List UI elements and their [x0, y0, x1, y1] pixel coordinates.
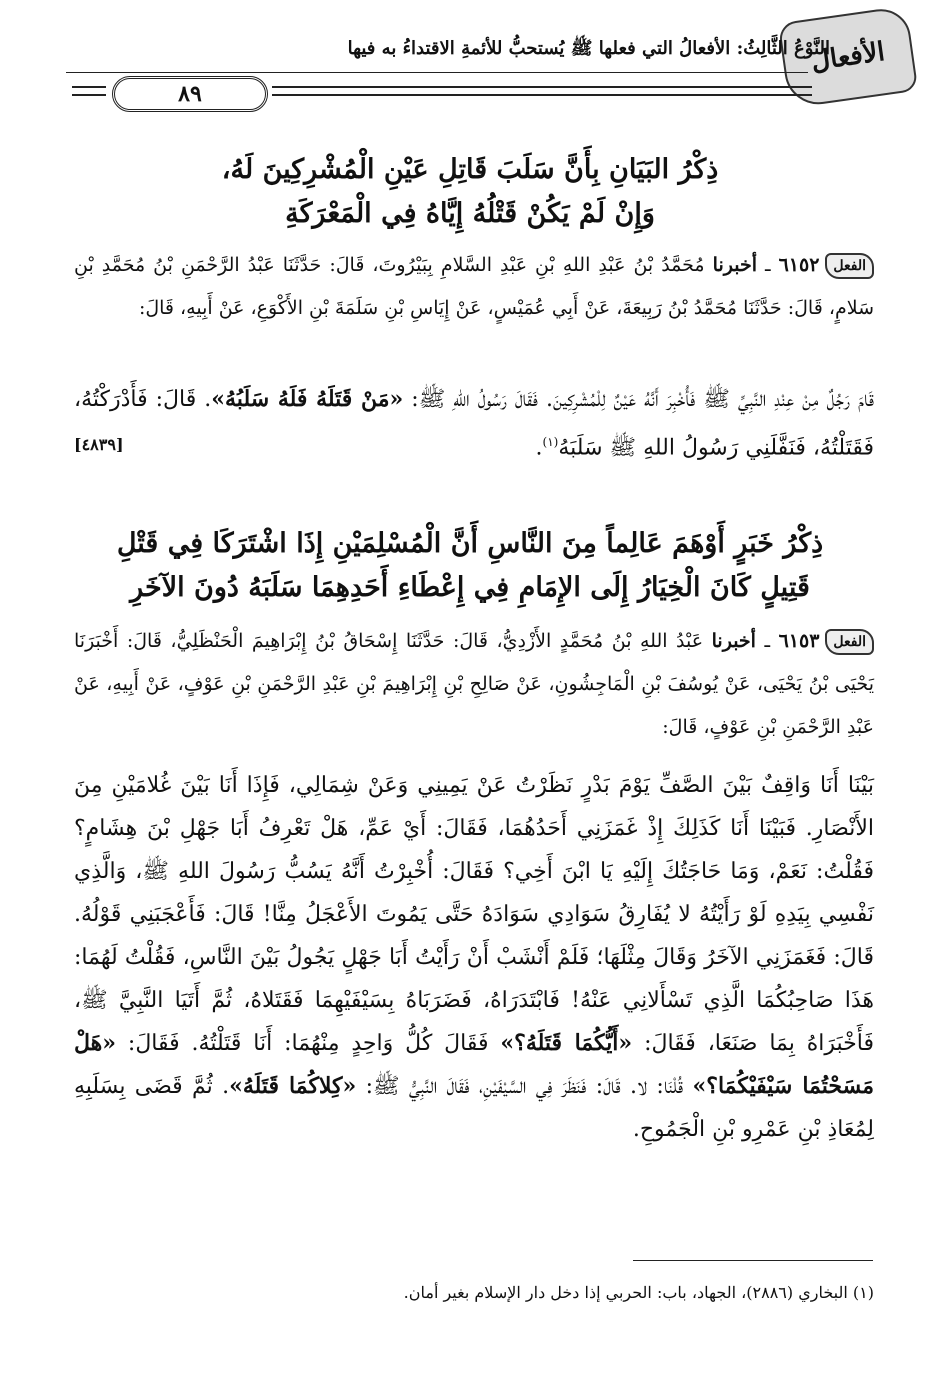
hadith-6152-label: أخبرنا: [712, 254, 757, 276]
hadith-6153-quote-3: «كِلاكُمَا قَتَلَهُ»: [229, 1073, 357, 1099]
hadith-6153-matn: [74, 764, 874, 1151]
hadith-6153-text-4: . ثُمَّ قَضَى بِسَلَبِهِ لِمُعَاذِ بْنِ عَمْرِو بْنِ الْجَمُوحِ.: [74, 1074, 874, 1142]
hadith-6152-number: ٦١٥٢: [778, 254, 820, 276]
hadith-6153-text-3: قُلْنَا: لا. قَالَ: فَنَظَرَ فِي السَّيْفَيْنِ، فَقَالَ النَّبِيُّ ﷺ:: [365, 1074, 684, 1099]
section-heading-2: [60, 522, 880, 610]
footnote-1-text: البخاري (٢٨٨٦)، الجهاد، باب: الحربي إذا دخل دار الإسلام بغير أمان.: [403, 1283, 848, 1302]
hadith-6153-label: أخبرنا: [711, 630, 756, 652]
chapter-badge-label: الأفعال: [809, 37, 887, 77]
section-heading-1: [60, 148, 880, 236]
page-number-bar: [72, 76, 812, 112]
hadith-6153-text-2: فَقَالَ كُلُّ وَاحِدٍ مِنْهُمَا: أَنَا قَتَلْتُهُ. فَقَالَ:: [127, 1031, 489, 1056]
hadith-6152-isnad: الفعل٦١٥٢ ـ أخبرنا مُحَمَّدُ بْنُ عَبْدِ اللهِ بْنِ عَبْدِ السَّلامِ بِبَيْرُوتَ، قَالَ: حَدَّثَنَا عَبْدُ الرَّحْمَنِ بْنُ مُحَمَّدِ بْنِ سَلامٍ، قَالَ: حَدَّثَنَا مُحَمَّدُ بْنُ رَبِيعَةَ، عَنْ أَبِي عُمَيْسٍ، عَنْ إِيَاسِ بْنِ سَلَمَةَ بْنِ الأَكْوَعِ، عَنْ أَبِيهِ، قَالَ:: [74, 254, 874, 319]
hadith-6152-reference: [٤٨٣٩]: [74, 435, 124, 454]
hadith-6153-quote-2: «هَلْ مَسَحْتُمَا سَيْفَيْكُمَا؟»: [74, 1030, 875, 1099]
header-rule: [66, 72, 808, 73]
hadith-6153-isnad: الفعل٦١٥٣ ـ أخبرنا عَبْدُ اللهِ بْنُ مُحَمَّدٍ الأَزْدِيُّ، قَالَ: حَدَّثَنَا إِسْحَاقُ بْنُ إِبْرَاهِيمَ الْحَنْظَلِيُّ، قَالَ: أَخْبَرَنَا يَحْيَى بْنُ يَحْيَى، عَنْ يُوسُفَ بْنِ الْمَاجِشُونِ، عَنْ صَالِحِ بْنِ إِبْرَاهِيمَ بْنِ عَبْدِ الرَّحْمَنِ بْنِ عَوْفٍ، عَنْ أَبِيهِ، عَنْ عَبْدِ الرَّحْمَنِ بْنِ عَوْفٍ، قَالَ:: [74, 630, 874, 738]
hadith-6152-chain: مُحَمَّدُ بْنُ عَبْدِ اللهِ بْنِ عَبْدِ السَّلامِ بِبَيْرُوتَ، قَالَ: حَدَّثَنَا عَبْدُ الرَّحْمَنِ بْنُ مُحَمَّدِ بْنِ سَلامٍ، قَالَ: حَدَّثَنَا مُحَمَّدُ بْنُ رَبِيعَةَ، عَنْ أَبِي عُمَيْسٍ، عَنْ إِيَاسِ بْنِ سَلَمَةَ بْنِ الأَكْوَعِ، عَنْ أَبِيهِ، قَالَ:: [74, 254, 874, 319]
hadith-6153-quote-1: «أَيُّكُمَا قَتَلَهُ؟»: [500, 1030, 633, 1056]
hadith-6152-icon: الفعل: [825, 253, 874, 279]
hadith-6152-matn: قَامَ رَجُلٌ مِنْ عِنْدِ النَّبِيِّ ﷺ فَأُخْبِرَ أَنَّهُ عَيْنٌ لِلْمُشْرِكِينَ. فَقَالَ رَسُولُ اللهِ ﷺ: «مَنْ قَتَلَهُ فَلَهُ سَلَبُهُ». قَالَ: فَأَدْرَكْتُهُ، فَقَتَلْتُهُ، فَنَفَّلَنِي رَسُولُ اللهِ ﷺ سَلَبَهُ$^{(١)}$. [٤٨٣٩]: [74, 378, 874, 469]
hadith-6153-text-1: بَيْنَا أَنَا وَاقِفٌ بَيْنَ الصَّفِّ يَوْمَ بَدْرٍ نَظَرْتُ عَنْ يَمِينِي وَعَنْ شِمَالِي، فَإِذَا أَنَا بَيْنَ غُلامَيْنِ مِنَ الأَنْصَارِ. فَبَيْنَا أَنَا كَذَلِكَ إِذْ غَمَزَنِي أَحَدُهُمَا، فَقَالَ: أَيْ عَمِّ، هَلْ تَعْرِفُ أَبَا جَهْلِ بْنَ هِشَامٍ؟ فَقُلْتُ: نَعَمْ، وَمَا حَاجَتُكَ إِلَيْهِ يَا ابْنَ أَخِي؟ فَقَالَ: أُخْبِرْتُ أَنَّهُ يَسُبُّ رَسُولَ اللهِ ﷺ، وَالَّذِي نَفْسِي بِيَدِهِ لَوْ رَأَيْتُهُ لا يُفَارِقُ سَوَادِي سَوَادَهُ حَتَّى يَمُوتَ الأَعْجَلُ مِنَّا! قَالَ: فَأَعْجَبَنِي قَوْلُهُ. قَالَ: فَغَمَزَنِي الآخَرُ وَقَالَ مِثْلَهَا؛ فَلَمْ أَنْشَبْ أَنْ رَأَيْتُ أَبَا جَهْلٍ يَجُولُ بَيْنَ النَّاسِ، فَقُلْتُ لَهُمَا: هَذَا صَاحِبُكُمَا الَّذِي تَسْأَلانِي عَنْهُ! فَابْتَدَرَاهُ، فَضَرَبَاهُ بِسَيْفَيْهِمَا فَقَتَلاهُ، ثُمَّ أَتَيَا النَّبِيَّ ﷺ، فَأَخْبَرَاهُ بِمَا صَنَعَا، فَقَالَ:: [74, 773, 874, 1056]
hadith-6153-number: ٦١٥٣: [778, 630, 820, 652]
section-heading-1-line-1: ذِكْرُ البَيَانِ بِأَنَّ سَلَبَ قَاتِلِ عَيْنِ الْمُشْرِكِينَ لَهُ،: [221, 154, 719, 185]
hadith-6153-icon: الفعل: [825, 629, 874, 655]
page-number: ٨٩: [112, 76, 268, 112]
page-number-rule-left-2: [72, 94, 106, 96]
hadith-6152-text-1: قَامَ رَجُلٌ مِنْ عِنْدِ النَّبِيِّ ﷺ فَأُخْبِرَ أَنَّهُ عَيْنٌ لِلْمُشْرِكِينَ. فَقَالَ رَسُولُ اللهِ ﷺ:: [411, 387, 874, 412]
hadith-6153-chain: عَبْدُ اللهِ بْنُ مُحَمَّدٍ الأَزْدِيُّ، قَالَ: حَدَّثَنَا إِسْحَاقُ بْنُ إِبْرَاهِيمَ الْحَنْظَلِيُّ، قَالَ: أَخْبَرَنَا يَحْيَى بْنُ يَحْيَى، عَنْ يُوسُفَ بْنِ الْمَاجِشُونِ، عَنْ صَالِحِ بْنِ إِبْرَاهِيمَ بْنِ عَبْدِ الرَّحْمَنِ بْنِ عَوْفٍ، عَنْ أَبِيهِ، عَنْ عَبْدِ الرَّحْمَنِ بْنِ عَوْفٍ، قَالَ:: [74, 630, 874, 738]
page-number-rule-right: [272, 86, 812, 88]
footnote-ref-1[interactable]: (١): [542, 435, 559, 449]
page-number-rule-right-2: [272, 94, 812, 96]
hadith-6152-prophetic-quote: «مَنْ قَتَلَهُ فَلَهُ سَلَبُهُ»: [211, 386, 404, 412]
footnote-1: [74, 1278, 874, 1308]
hadith-6152-text-2: . قَالَ: فَأَدْرَكْتُهُ، فَقَتَلْتُهُ، فَنَفَّلَنِي رَسُولُ اللهِ ﷺ سَلَبَهُ: [74, 387, 874, 461]
footnote-1-marker: (١): [852, 1283, 874, 1302]
page-number-rule-left: [72, 86, 106, 88]
running-header: النَّوْعُ الثَّالِثُ: الأفعالُ التي فعلها ﷺ يُستحبُّ للأئمةِ الاقتداءُ به فيها: [347, 38, 830, 59]
section-heading-2-line-2: قَتِيلٍ كَانَ الْخِيَارُ إِلَى الإِمَامِ فِي إِعْطَاءِ أَحَدِهِمَا سَلَبَهُ دُونَ الآخَرِ: [130, 572, 810, 603]
section-heading-2-line-1: ذِكْرُ خَبَرٍ أَوْهَمَ عَالِماً مِنَ النَّاسِ أَنَّ الْمُسْلِمَيْنِ إِذَا اشْتَرَكَا فِي قَتْلِ: [116, 528, 824, 559]
footnote-rule: [633, 1260, 873, 1261]
section-heading-1-line-2: وَإِنْ لَمْ يَكُنْ قَتْلُهُ إِيَّاهُ فِي الْمَعْرَكَةِ: [285, 198, 655, 229]
